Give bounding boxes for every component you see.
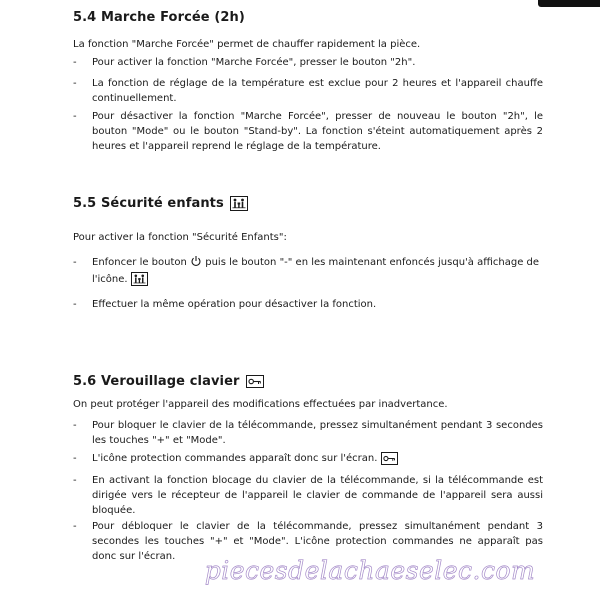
- power-icon: [190, 255, 202, 272]
- list-item-line: bloquée.: [92, 505, 136, 516]
- list-item-line: Effectuer la même opération pour désactiver la fonction.: [92, 299, 377, 310]
- section-5-5-title: 5.5 Sécurité enfants: [73, 196, 224, 211]
- watermark-logo: piecesdelachaeselec.com: [204, 556, 536, 585]
- list-item-line: secondes les touches "+" et "Mode". L'icône protection commandes ne apparaît pas: [92, 536, 543, 547]
- list-item-text: puis le bouton "-" en les maintenant enfoncés jusqu'à affichage de: [205, 257, 540, 268]
- list-item-line: donc sur l'écran.: [92, 551, 176, 562]
- list-item-line: heures et l'appareil reprend le réglage de la température.: [92, 141, 381, 152]
- list-item-line: La fonction de réglage de la température est exclue pour 2 heures et l'appareil chauffe: [92, 78, 543, 89]
- section-5-4-intro: La fonction "Marche Forcée" permet de chauffer rapidement la pièce.: [73, 39, 421, 50]
- list-item-line: continuellement.: [92, 93, 177, 104]
- list-item-text: L'icône protection commandes apparaît donc sur l'écran.: [92, 453, 378, 464]
- list-item-line: Pour activer la fonction "Marche Forcée", presser le bouton "2h".: [92, 57, 416, 68]
- list-item-line: Pour désactiver la fonction "Marche Forcée", presser de nouveau le bouton "2h", le: [92, 111, 543, 122]
- list-item-line: Pour débloquer le clavier de la télécommande, pressez simultanément pendant 3: [92, 521, 543, 532]
- list-item-text: l'icône.: [92, 274, 128, 285]
- section-5-4-heading: [73, 10, 245, 25]
- manual-page: 5.4 Marche Forcée (2h) La fonction "Marche Forcée" permet de chauffer rapidement la pièce. - Pour activer la fonction "Marche Forcée", presser le bouton "2h". - La fonction de réglage de la température est exclue pour 2 heures et l'appareil chauffe continuellement. - Pour désactiver la fonction "Marche Forcée", presser de nouveau le bouton "2h", le bouton "Mode" ou le bouton "Stand-by". La fonction s'éteint automatiquement après 2 heures et l'appareil reprend le réglage de la température. 5.5 Sécurité enfants Pour activer la fonction "Sécurité Enfants": - Enfoncer le bouton puis le bouton "-" en les maintenant enfoncés jusqu'à affichage de l'icône. - Effectuer la même opération pour désactiver la fonction. 5.6 Verouillage clavier On peut protéger l'appareil des modifications effectuées par inadvertance. - Pour bloquer le clavier de la télécommande, pressez simultanément pendant 3 secondes les touches "+" et "Mode". - L'icône protection commandes apparaît donc sur l'écran. - En activant la fonction blocage du clavier de la télécommande, si la télécommande est dirigée vers le récepteur de l'appareil le clavier de commande de l'appareil sera aussi bloquée. - Pour débloquer le clavier de la télécommande, pressez simultanément pendant 3 secondes les touches "+" et "Mode". L'icône protection commandes ne apparaît pas donc sur l'écran. piecesdelachaeselec.com: [73, 10, 543, 585]
- list-item-line: dirigée vers le récepteur de l'appareil le clavier de commande de l'appareil sera aussi: [92, 490, 543, 501]
- section-5-5-heading: [73, 196, 248, 211]
- section-5-4-title: 5.4 Marche Forcée (2h): [73, 10, 245, 25]
- section-5-6-title: 5.6 Verouillage clavier: [73, 374, 240, 389]
- list-item-text: Enfoncer le bouton: [92, 257, 187, 268]
- child-lock-icon: [131, 272, 148, 286]
- child-lock-icon: [230, 196, 248, 211]
- list-item-line: bouton "Mode" ou le bouton "Stand-by". La fonction s'éteint automatiquement après 2: [92, 126, 543, 137]
- section-5-6-intro: On peut protéger l'appareil des modifications effectuées par inadvertance.: [73, 399, 448, 410]
- key-icon: [246, 375, 264, 388]
- list-item-line: En activant la fonction blocage du clavier de la télécommande, si la télécommande est: [92, 475, 543, 486]
- list-item-line: les touches "+" et "Mode".: [92, 435, 226, 446]
- section-5-5-intro: Pour activer la fonction "Sécurité Enfants":: [73, 232, 287, 243]
- list-item-line: Pour bloquer le clavier de la télécommande, pressez simultanément pendant 3 secondes: [92, 420, 543, 431]
- section-5-6-heading: [73, 374, 264, 389]
- key-icon: [381, 452, 398, 465]
